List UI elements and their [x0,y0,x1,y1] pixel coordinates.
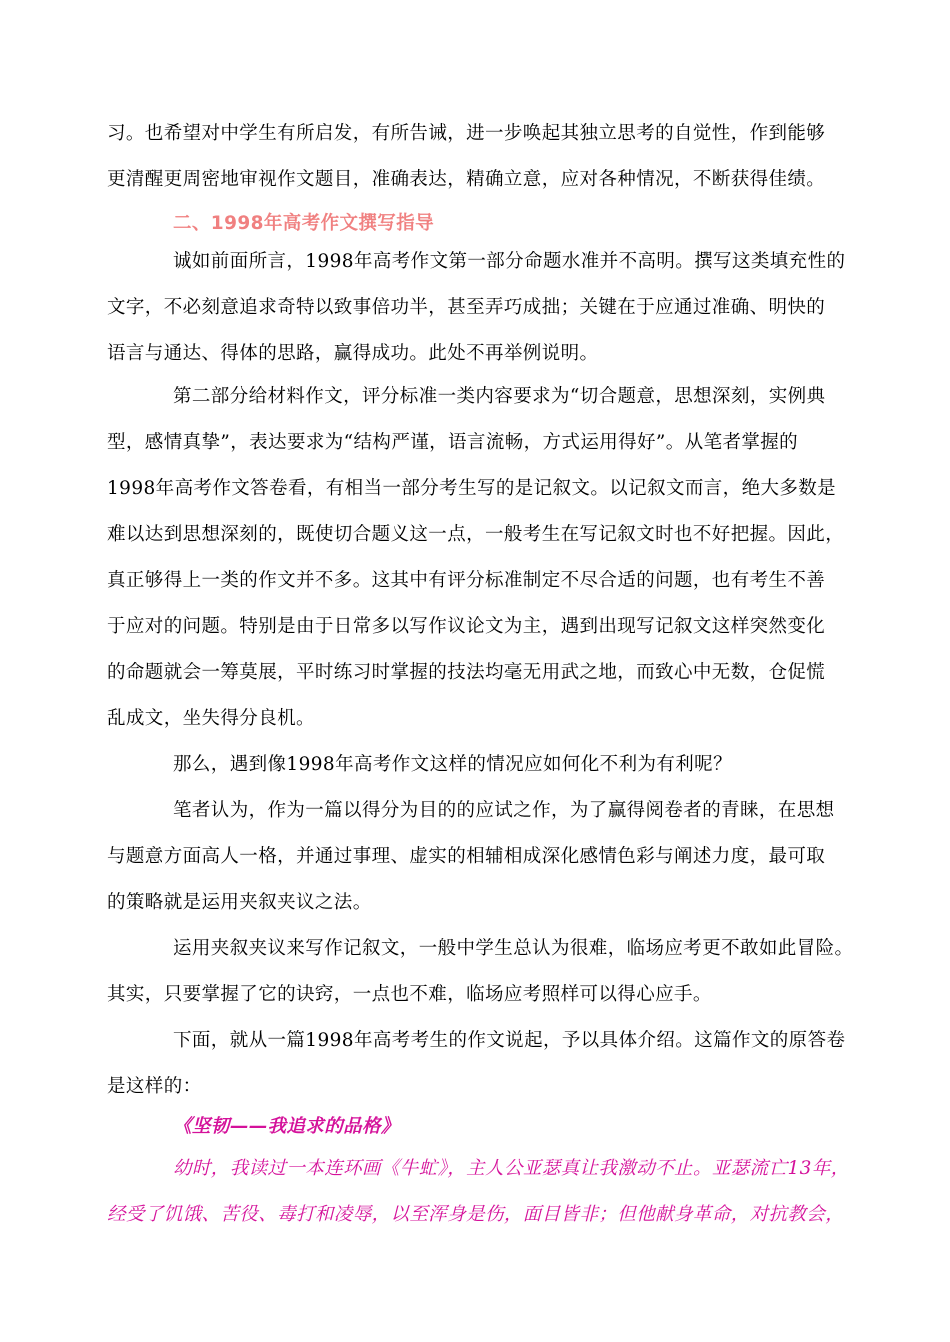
body-text-line: 乱成文，坐失得分良机。 [107,708,315,729]
body-text-line: 其实，只要掌握了它的诀窍，一点也不难，临场应考照样可以得心应手。 [107,984,712,1005]
body-text-line: 的策略就是运用夹叙夹议之法。 [107,892,372,913]
essay-title: 《坚韧——我追求的品格》 [173,1116,400,1137]
body-text-line: 于应对的问题。特别是由于日常多以写作议论文为主，遇到出现写记叙文这样突然变化 [107,616,826,637]
body-text-line: 是这样的： [107,1076,202,1097]
essay-text-line: 经受了饥饿、苦役、毒打和凌辱，以至浑身是伤，面目皆非；但他献身革命，对抗教会， [107,1204,845,1225]
body-text-line: 文字，不必刻意追求奇特以致事倍功半，甚至弄巧成拙；关键在于应通过准确、明快的 [107,297,826,318]
body-text-line: 笔者认为，作为一篇以得分为目的的应试之作，为了赢得阅卷者的青睐，在思想 [173,800,835,821]
body-text-line: 第二部分给材料作文，评分标准一类内容要求为“切合题意，思想深刻，实例典 [173,386,826,407]
body-text-line: 的命题就会一筹莫展，平时练习时掌握的技法均毫无用武之地，而致心中无数，仓促慌 [107,662,826,683]
section-heading: 二、1998年高考作文撰写指导 [173,213,434,234]
body-text-line: 运用夹叙夹议来写作记叙文，一般中学生总认为很难，临场应考更不敢如此冒险。 [173,938,854,959]
body-text-line: 诚如前面所言，1998年高考作文第一部分命题水准并不高明。撰写这类填充性的 [173,251,846,272]
body-text-line: 难以达到思想深刻的，既使切合题义这一点，一般考生在写记叙文时也不好把握。因此， [107,524,845,545]
body-text-line: 习。也希望对中学生有所启发，有所告诫，进一步唤起其独立思考的自觉性，作到能够 [107,123,826,144]
body-text-line: 更清醒更周密地审视作文题目，准确表达，精确立意，应对各种情况，不断获得佳绩。 [107,169,826,190]
body-text-line: 下面，就从一篇1998年高考考生的作文说起，予以具体介绍。这篇作文的原答卷 [173,1030,846,1051]
essay-text-line: 幼时，我读过一本连环画《牛虻》，主人公亚瑟真让我激动不止。亚瑟流亡13年， [173,1158,850,1179]
body-text-line: 真正够得上一类的作文并不多。这其中有评分标准制定不尽合适的问题，也有考生不善 [107,570,826,591]
body-text-line: 那么，遇到像1998年高考作文这样的情况应如何化不利为有利呢？ [173,754,732,775]
body-text-line: 型，感情真挚”，表达要求为“结构严谨，语言流畅，方式运用得好”。从笔者掌握的 [107,432,799,453]
body-text-line: 与题意方面高人一格，并通过事理、虚实的相辅相成深化感情色彩与阐述力度，最可取 [107,846,826,867]
body-text-line: 语言与通达、得体的思路，赢得成功。此处不再举例说明。 [107,343,599,364]
body-text-line: 1998年高考作文答卷看，有相当一部分考生写的是记叙文。以记叙文而言，绝大多数是 [107,478,837,499]
